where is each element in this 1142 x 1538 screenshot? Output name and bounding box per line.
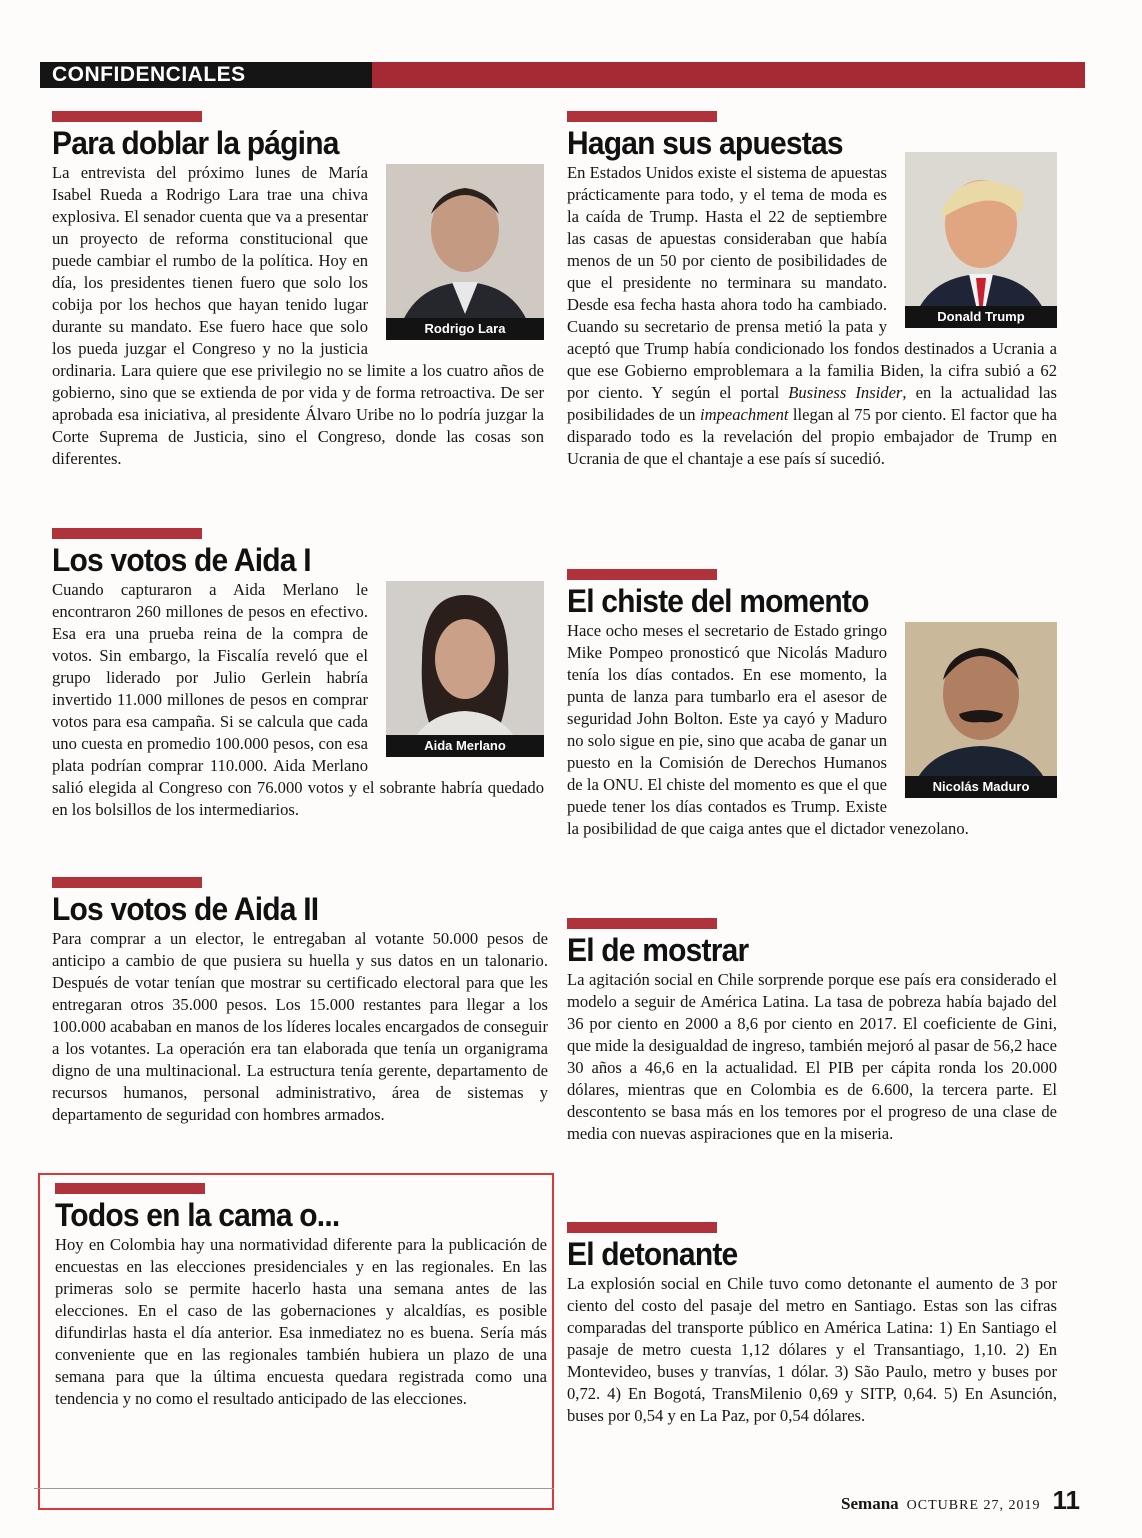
- article-accent-bar: [567, 569, 717, 580]
- article-text: Cuando capturaron a Aida Merlano le encontraron 260 millones de pesos en efectivo. Esa era una prueba reina de la compra de votos. Sin embargo, la Fiscalía reveló que el grupo liderado por Julio Gerlein habría invertido 11.000 millones de pesos en comprar votos para esa campaña. Si se calcula que cada uno cuesta en promedio 100.000 pesos, con esa plata podrían comprar 110.000. Aida Merlano salió elegida al Congreso con 76.000 votos y el sobrante habría quedado en los bolsillos de los intermediarios.: [52, 580, 544, 819]
- article-accent-bar: [567, 111, 717, 122]
- article-accent-bar: [52, 877, 202, 888]
- photo-caption: Nicolás Maduro: [905, 776, 1057, 798]
- photo-caption: Aida Merlano: [386, 735, 544, 757]
- photo-caption: Donald Trump: [905, 306, 1057, 328]
- magazine-brand: Semana: [841, 1494, 899, 1513]
- section-header-bar: [40, 62, 1085, 88]
- article-accent-bar: [52, 111, 202, 122]
- article-accent-bar: [567, 1222, 717, 1233]
- article-text: , en la actualidad las posibilidades de un: [567, 383, 1057, 424]
- article-text: La explosión social en Chile tuvo como detonante el aumento de 3 por ciento del costo del pasaje del metro en Santiago. Estas son las cifras comparadas del transporte público en América Latina: 1) En Santiago el pasaje de metro cuesta 1,12 dólares y el Transantiago, 1,10. 2) En Montevideo, buses y tranvías, 1 dólar. 3) São Paulo, metro y buses por 0,72. 4) En Bogotá, TransMilenio 0,69 y SITP, 0,64. 5) En Asunción, buses por 0,54 y en La Paz, por 0,54 dólares.: [567, 1274, 1057, 1425]
- page-footer: [841, 1485, 1080, 1516]
- footer-rule: [34, 1488, 554, 1489]
- article-text: llegan al 75 por ciento. El factor que ha disparado todo es la revelación del propio embajador de Trump en Ucrania de que el chantaje a ese país sí sucedió.: [567, 405, 1057, 468]
- article-text-italic: Business Insider: [788, 383, 903, 402]
- portrait-silhouette-icon: [905, 622, 1057, 798]
- article-headline: Hagan sus apuestas: [567, 126, 843, 162]
- article-chiste-momento: [567, 569, 1057, 840]
- issue-date: OCTUBRE 27, 2019: [906, 1498, 1041, 1513]
- article-todos-en-la-cama: [55, 1183, 547, 1410]
- photo-nicolas-maduro: [905, 622, 1057, 798]
- article-body: [567, 162, 1057, 470]
- article-headline: Los votos de Aida I: [52, 543, 311, 579]
- article-headline: El de mostrar: [567, 933, 749, 969]
- portrait-silhouette-icon: [386, 164, 544, 340]
- article-body: [567, 969, 1057, 1145]
- photo-caption: Rodrigo Lara: [386, 318, 544, 340]
- article-accent-bar: [567, 918, 717, 929]
- article-text: Para comprar a un elector, le entregaban al votante 50.000 pesos de anticipo a cambio de que pusiera su huella y sus datos en un talonario. Después de votar tenían que mostrar su certificado electoral para que les entregaran otros 35.000 pesos. Los 15.000 restantes para llegar a los 100.000 acababan en manos de los líderes locales encargados de conseguir a los votantes. La operación era tan elaborada que tenía un organigrama digno de una multinacional. La estructura tenía gerente, departamento de recursos humanos, personal administrativo, área de sistemas y departamento de seguridad con hombres armados.: [52, 929, 548, 1124]
- article-votos-aida-2: [52, 877, 548, 1126]
- photo-donald-trump: [905, 152, 1057, 328]
- article-body: [52, 579, 544, 821]
- article-body: [52, 928, 548, 1126]
- portrait-silhouette-icon: [905, 152, 1057, 328]
- article-para-doblar: [52, 111, 544, 470]
- article-text-italic: impeachment: [700, 405, 789, 424]
- article-text: Hoy en Colombia hay una normatividad diferente para la publicación de encuestas en las elecciones presidenciales y en las regionales. En las primeras solo se permite hacerlo hasta una semana antes de las elecciones. En el caso de las gobernaciones y alcaldías, es posible difundirlas hasta el día anterior. Esa inmediatez no es buena. Sería más conveniente que en las regionales también hubiera un plazo de una semana para que la última encuesta quedara registrada como una tendencia y no como el resultado anticipado de las elecciones.: [55, 1235, 547, 1408]
- article-headline: El chiste del momento: [567, 584, 869, 620]
- article-body: [55, 1234, 547, 1410]
- article-text: En Estados Unidos existe el sistema de apuestas prácticamente para todo, y el tema de moda es la caída de Trump. Hasta el 22 de septiembre las casas de apuestas consideraban que había menos de un 50 por ciento de posibilidades de que el presidente no terminara su mandato. Desde esa fecha hasta ahora todo ha cambiado. Cuando su secretario de prensa metió la pata y aceptó que Trump había condicionado los fondos destinados a Ucrania a que ese Gobierno emproblemara a la familia Biden, la cifra subió a 62 por ciento. Y según el portal: [567, 163, 1057, 402]
- photo-aida-merlano: [386, 581, 544, 757]
- article-accent-bar: [52, 528, 202, 539]
- article-accent-bar: [55, 1183, 205, 1194]
- article-headline: Los votos de Aida II: [52, 892, 319, 928]
- article-headline: Para doblar la página: [52, 126, 339, 162]
- article-body: [52, 162, 544, 470]
- article-text: Hace ocho meses el secretario de Estado gringo Mike Pompeo pronosticó que Nicolás Maduro tenía los días contados. En ese momento, la punta de lanza para tumbarlo era el asesor de seguridad John Bolton. Este ya cayó y Maduro no solo sigue en pie, sino que acaba de ganar un puesto en la Comisión de Derechos Humanos de la ONU. El chiste del momento es que el que puede tener los días contados es Trump. Existe la posibilidad de que caiga antes que el dictador venezolano.: [567, 621, 969, 838]
- article-el-detonante: [567, 1222, 1057, 1427]
- article-headline: El detonante: [567, 1237, 738, 1273]
- article-body: [567, 620, 1057, 840]
- section-title: CONFIDENCIALES: [40, 62, 372, 88]
- photo-rodrigo-lara: [386, 164, 544, 340]
- article-text: La entrevista del próximo lunes de María Isabel Rueda a Rodrigo Lara trae una chiva explosiva. El senador cuenta que va a presentar un proyecto de reforma constitucional que puede cambiar el rumbo de la política. Hoy en día, los presidentes tienen fuero que solo los cobija por los hechos que hayan tenido lugar durante su mandato. Ese fuero hace que solo los pueda juzgar el Congreso y no la justicia ordinaria. Lara quiere que ese privilegio no se limite a los cuatro años de gobierno, sino que se extienda de por vida y de forma retroactiva. De ser aprobada esa iniciativa, al presidente Álvaro Uribe no lo podría juzgar la Corte Suprema de Justicia, sino el Congreso, donde las cosas son diferentes.: [52, 163, 544, 468]
- article-text: La agitación social en Chile sorprende porque ese país era considerado el modelo a seguir de América Latina. La tasa de pobreza había bajado del 36 por ciento en 2000 a 8,6 por ciento en 2017. El coeficiente de Gini, que mide la desigualdad de ingreso, también mejoró al pasar de 56,2 hace 30 años a 46,6 en la actualidad. El PIB per cápita ronda los 20.000 dólares, mientras que en Colombia es de 6.600, la tercera parte. El descontento se basa más en los temores por el progreso de una clase de media con nuevas aspiraciones que en la miseria.: [567, 970, 1057, 1143]
- page-number: 11: [1052, 1485, 1080, 1515]
- article-votos-aida-1: [52, 528, 544, 821]
- article-de-mostrar: [567, 918, 1057, 1145]
- article-hagan-apuestas: [567, 111, 1057, 470]
- article-headline: Todos en la cama o...: [55, 1198, 340, 1234]
- portrait-silhouette-icon: [386, 581, 544, 757]
- article-body: [567, 1273, 1057, 1427]
